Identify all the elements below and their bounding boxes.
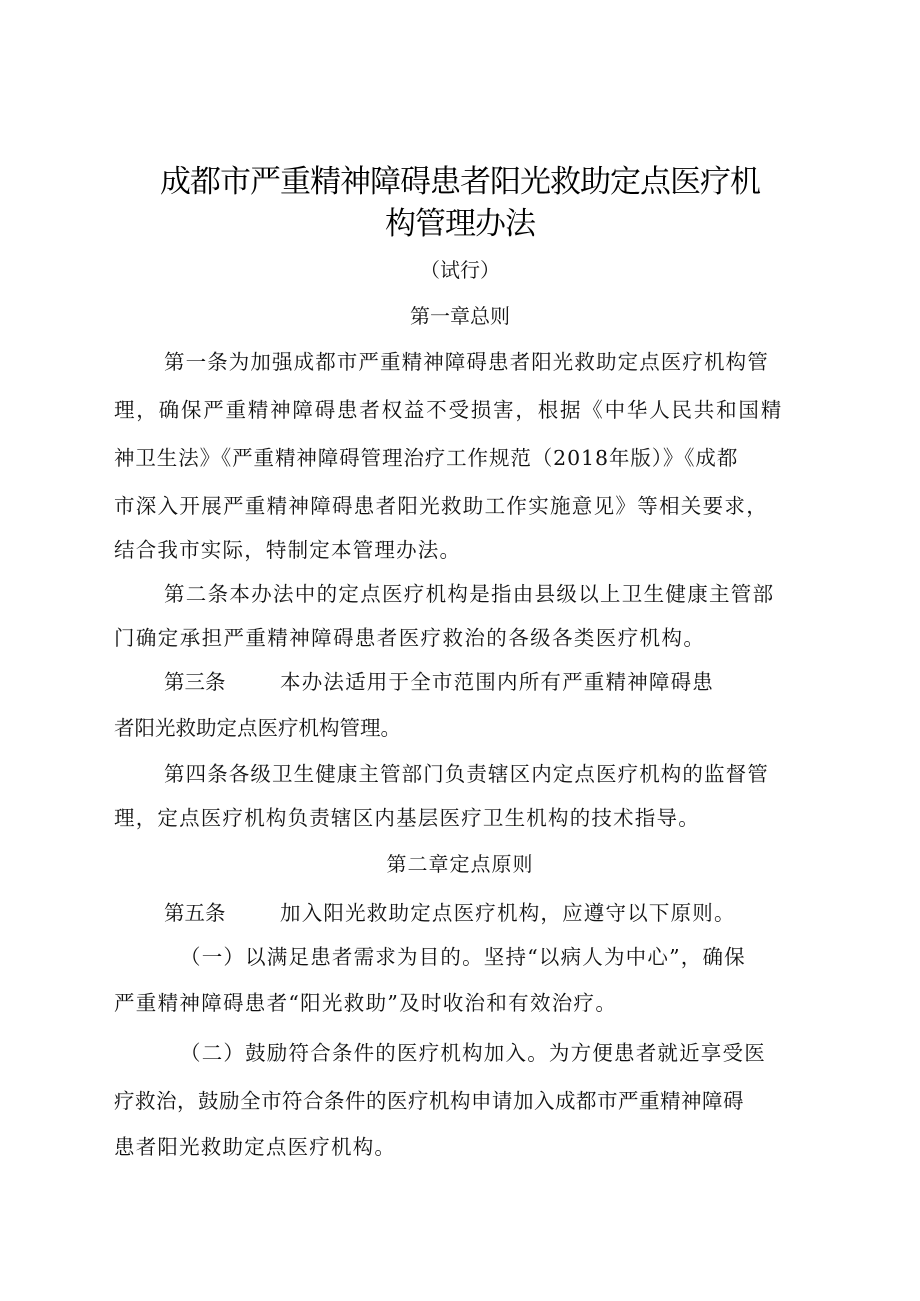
principle-2-line-1: （二）鼓励符合条件的医疗机构加入。为方便患者就近享受医 [180, 1041, 766, 1065]
principle-2-line-2: 疗救治，鼓励全市符合条件的医疗机构申请加入成都市严重精神障碍 [114, 1089, 744, 1113]
article-2-line-1: 第二条本办法中的定点医疗机构是指由县级以上卫生健康主管部 [164, 582, 775, 606]
principle-2-line-3: 患者阳光救助定点医疗机构。 [114, 1135, 397, 1159]
article-3-label: 第三条 [164, 670, 226, 694]
article-5-line-1: 加入阳光救助定点医疗机构，应遵守以下原则。 [280, 901, 736, 925]
article-5-label: 第五条 [164, 901, 226, 925]
document-title-line-1: 成都市严重精神障碍患者阳光救助定点医疗机 [160, 164, 760, 200]
article-3-line-2: 者阳光救助定点医疗机构管理。 [114, 716, 401, 740]
article-1-line-3: 神卫生法》《严重精神障碍管理治疗工作规范（2018年版）》《成都 [114, 446, 739, 470]
article-1-line-2: 理，确保严重精神障碍患者权益不受损害，根据《中华人民共和国精 [114, 398, 783, 422]
chapter-2-heading: 第二章定点原则 [386, 852, 534, 876]
article-4-line-1: 第四条各级卫生健康主管部门负责辖区内定点医疗机构的监督管 [164, 762, 769, 786]
article-1-line-1: 第一条为加强成都市严重精神障碍患者阳光救助定点医疗机构管 [164, 350, 769, 374]
chapter-1-heading: 第一章总则 [410, 304, 510, 328]
principle-1-line-1: （一）以满足患者需求为目的。坚持“以病人为中心”，确保 [180, 945, 746, 969]
article-2-line-2: 门确定承担严重精神障碍患者医疗救治的各级各类医疗机构。 [114, 626, 706, 650]
article-4-line-2: 理，定点医疗机构负责辖区内基层医疗卫生机构的技术指导。 [114, 806, 700, 830]
article-3-line-1: 本办法适用于全市范围内所有严重精神障碍患 [280, 670, 714, 694]
document-subtitle: （试行） [420, 258, 500, 282]
article-1-line-5: 结合我市实际，特制定本管理办法。 [114, 538, 462, 562]
document-title-line-2: 构管理办法 [385, 206, 535, 242]
principle-1-line-2: 严重精神障碍患者“阳光救助”及时收治和有效治疗。 [114, 991, 618, 1015]
article-1-line-4: 市深入开展严重精神障碍患者阳光救助工作实施意见》等相关要求， [114, 494, 768, 518]
